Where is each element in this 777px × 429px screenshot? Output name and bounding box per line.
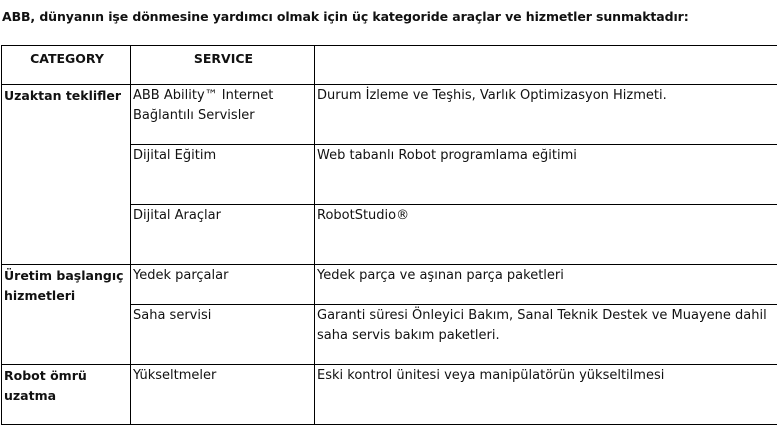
service-cell: Yedek parçalar xyxy=(131,265,315,305)
service-cell: Yükseltmeler xyxy=(131,365,315,425)
description-cell: Durum İzleme ve Teşhis, Varlık Optimizasyon Hizmeti. xyxy=(315,85,777,145)
description-cell: Garanti süresi Önleyici Bakım, Sanal Teknik Destek ve Muayene dahil saha servis bakım paketleri. xyxy=(315,305,777,365)
category-cell: Üretim başlangıç hizmetleri xyxy=(2,265,131,365)
table-row xyxy=(2,265,777,305)
table-header-row xyxy=(2,46,777,85)
service-cell: Saha servisi xyxy=(131,305,315,365)
services-table xyxy=(1,45,777,425)
description-cell: RobotStudio® xyxy=(315,205,777,265)
service-cell: Dijital Eğitim xyxy=(131,145,315,205)
category-cell: Robot ömrü uzatma xyxy=(2,365,131,425)
header-description xyxy=(315,46,777,85)
table-row xyxy=(2,365,777,425)
intro-text: ABB, dünyanın işe dönmesine yardımcı olmak için üç kategoride araçlar ve hizmetler sunmaktadır: xyxy=(2,9,689,24)
category-cell: Uzaktan teklifler xyxy=(2,85,131,265)
description-cell: Web tabanlı Robot programlama eğitimi xyxy=(315,145,777,205)
header-service: SERVICE xyxy=(131,46,315,85)
header-category: CATEGORY xyxy=(2,46,131,85)
description-cell: Yedek parça ve aşınan parça paketleri xyxy=(315,265,777,305)
description-cell: Eski kontrol ünitesi veya manipülatörün yükseltilmesi xyxy=(315,365,777,425)
table-row xyxy=(2,85,777,145)
service-cell: Dijital Araçlar xyxy=(131,205,315,265)
service-cell: ABB Ability™ Internet Bağlantılı Servisler xyxy=(131,85,315,145)
